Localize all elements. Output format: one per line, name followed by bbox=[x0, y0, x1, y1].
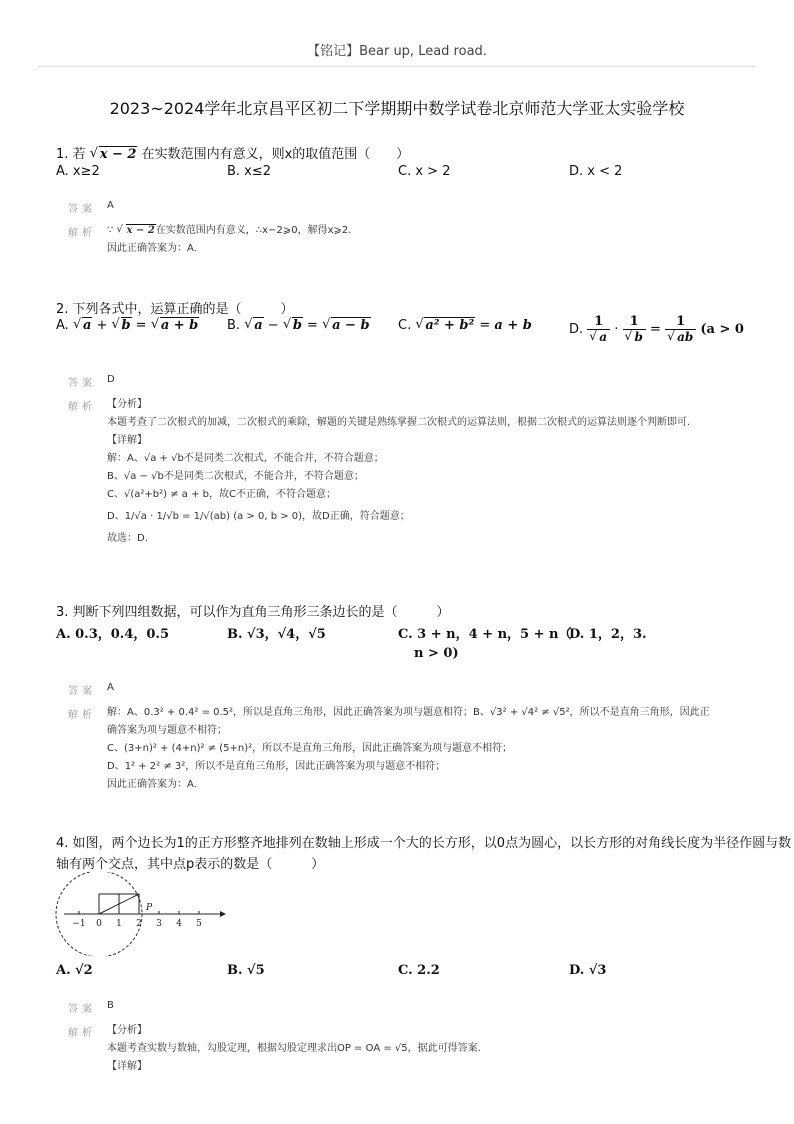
q4-stem-line2: 轴有两个交点，其中点p表示的数是（ ） bbox=[56, 857, 325, 872]
q2-b-rad3: √ a − b bbox=[322, 318, 370, 333]
q2-exp-line: 解：A、√a + √b不是同类二次根式，不能合并，不符合题意； bbox=[107, 453, 384, 464]
q4-option-a[interactable]: A. √2 bbox=[56, 963, 93, 978]
q3-answer-value: A bbox=[107, 682, 114, 693]
q4-figure-axis-arrow bbox=[220, 911, 226, 917]
q2-option-a-letter: A. bbox=[56, 318, 69, 333]
q1-answer-label: 答案 bbox=[68, 204, 96, 215]
q1-exp-radical bbox=[117, 222, 156, 240]
q4-figure-tick-label: 0 bbox=[96, 919, 102, 929]
q4-answer-value: B bbox=[107, 1000, 114, 1011]
q4-figure-tick-label: −1 bbox=[72, 919, 86, 929]
q3-option-c-line2: n > 0) bbox=[414, 646, 459, 661]
q4-option-b[interactable]: B. √5 bbox=[227, 963, 265, 978]
q3-option-d[interactable]: D. 1，2，3. bbox=[569, 627, 647, 642]
q2-answer-value: D bbox=[107, 374, 115, 385]
q1-answer-value: A bbox=[107, 200, 114, 211]
q2-option-b-letter: B. bbox=[227, 318, 241, 333]
q4-figure-tick-label: 3 bbox=[156, 919, 162, 929]
q2-exp-line: 故选：D. bbox=[107, 533, 148, 544]
q2-option-d[interactable]: D. 1 √ a · 1 √ b = 1 √ ab (a > 0 bbox=[569, 314, 744, 345]
q3-option-b[interactable]: B. √3，√4，√5 bbox=[227, 627, 326, 642]
q4-analysis-label: 解析 bbox=[68, 1028, 96, 1039]
q2-d-frac1: 1 √ a bbox=[587, 314, 610, 345]
q3-exp-line: C、(3+n)² + (4+n)² ≠ (5+n)²，所以不是直角三角形，因此正确答案为项与题意不相符； bbox=[107, 743, 513, 754]
q1-stem bbox=[56, 143, 409, 162]
q2-option-a[interactable]: A. √ a + √ b = √ a + b bbox=[56, 318, 199, 333]
q2-d-frac2: 1 √ b bbox=[623, 314, 646, 345]
q2-option-d-letter: D. bbox=[569, 322, 584, 337]
q1-option-a[interactable]: A. x≥2 bbox=[56, 164, 100, 179]
q1-exp-line-1 bbox=[107, 222, 737, 240]
q4-exp-line: 【分析】 bbox=[107, 1025, 147, 1036]
q4-exp-line: 本题考查实数与数轴，勾股定理，根据勾股定理求出OP = OA = √5，据此可得答案. bbox=[107, 1043, 481, 1054]
q3-answer-label: 答案 bbox=[68, 686, 96, 697]
q1-exp-line-2: 因此正确答案为：A. bbox=[107, 243, 197, 254]
q2-d-condition: (a > 0 bbox=[700, 322, 744, 337]
q4-figure-tick-label: 1 bbox=[116, 919, 122, 929]
q1-stem-radicand: x − 2 bbox=[99, 147, 137, 162]
q2-c-rad1: √ a² + b² bbox=[415, 318, 475, 333]
q4-exp-line: 【详解】 bbox=[107, 1061, 147, 1072]
q2-answer-label: 答案 bbox=[68, 378, 96, 389]
q2-option-b[interactable]: B. √ a − √ b = √ a − b bbox=[227, 318, 371, 333]
q4-explanation bbox=[107, 1022, 737, 1076]
q2-exp-line: C、√(a²+b²) ≠ a + b，故C不正确，不符合题意； bbox=[107, 489, 336, 500]
q2-d-frac3: 1 √ ab bbox=[665, 314, 696, 345]
q1-stem-radical bbox=[90, 147, 138, 162]
q2-a-rad3: √ a + b bbox=[151, 318, 199, 333]
q1-option-b[interactable]: B. x≤2 bbox=[227, 164, 272, 179]
q1-option-d[interactable]: D. x < 2 bbox=[569, 164, 623, 179]
q3-exp-line: D、1² + 2² ≠ 3²，所以不是直角三角形，因此正确答案为项与题意不相符； bbox=[107, 761, 446, 772]
q4-stem-line1: 4. 如图，两个边长为1的正方形整齐地排列在数轴上形成一个大的长方形，以0点为圆心，以长方形的对角线长度为半径作圆与数 bbox=[56, 836, 792, 851]
q2-option-c[interactable]: C. √ a² + b² = a + b bbox=[398, 318, 532, 333]
q4-figure-tick-label: 5 bbox=[196, 919, 202, 929]
page-title: 2023~2024学年北京昌平区初二下学期期中数学试卷北京师范大学亚太实验学校 bbox=[109, 99, 685, 118]
q2-exp-line: 【详解】 bbox=[107, 435, 147, 446]
q1-stem-prefix: 1. 若 bbox=[56, 147, 86, 162]
q3-option-a[interactable]: A. 0.3，0.4，0.5 bbox=[56, 627, 169, 642]
q2-stem: 2. 下列各式中，运算正确的是（ ） bbox=[56, 302, 294, 317]
q2-exp-line: 【分析】 bbox=[107, 399, 147, 410]
q4-figure bbox=[52, 872, 227, 956]
q3-exp-line: 确答案为项与题意不相符； bbox=[107, 725, 227, 736]
q2-exp-line: 本题考查了二次根式的加减，二次根式的乘除，解题的关键是熟练掌握二次根式的运算法则，根据二次根式的运算法则逐个判断即可. bbox=[107, 417, 691, 428]
q4-figure-tick-label: 2 bbox=[136, 919, 142, 929]
q4-figure-tick-label: 4 bbox=[176, 919, 182, 929]
q2-a-rad1: √ a bbox=[73, 318, 92, 333]
q3-option-c[interactable] bbox=[398, 623, 572, 661]
q2-exp-line: B、√a − √b不是同类二次根式，不能合并，不符合题意； bbox=[107, 471, 364, 482]
q3-exp-line: 因此正确答案为：A. bbox=[107, 779, 197, 790]
q4-option-d[interactable]: D. √3 bbox=[569, 963, 607, 978]
q1-analysis-label: 解析 bbox=[68, 228, 96, 239]
q2-option-c-letter: C. bbox=[398, 318, 412, 333]
q1-option-c[interactable]: C. x > 2 bbox=[398, 164, 451, 179]
q3-explanation bbox=[107, 704, 747, 794]
q3-exp-line: 解：A、0.3² + 0.4² = 0.5²，所以是直角三角形，因此正确答案为项与题意相符；B、√3² + √4² ≠ √5²，所以不是直角三角形，因此正 bbox=[107, 707, 710, 718]
header-motto: 【铭记】Bear up, Lead road. bbox=[307, 44, 487, 59]
q3-option-c-line1: C. 3 + n，4 + n，5 + n（ bbox=[398, 627, 572, 642]
q2-analysis-label: 解析 bbox=[68, 402, 96, 413]
q1-explanation bbox=[107, 222, 737, 258]
q2-b-rad2: √ b bbox=[283, 318, 303, 333]
q4-answer-label: 答案 bbox=[68, 1004, 96, 1015]
q2-explanation bbox=[107, 396, 737, 548]
q4-option-c[interactable]: C. 2.2 bbox=[398, 963, 440, 978]
q4-figure-point-label: P bbox=[145, 903, 153, 913]
q1-exp-radicand: x − 2 bbox=[126, 225, 155, 236]
q1-exp-suffix: 在实数范围内有意义，∴x−2⩾0，解得x⩾2. bbox=[155, 225, 352, 236]
q3-analysis-label: 解析 bbox=[68, 710, 96, 721]
q1-stem-suffix: 在实数范围内有意义，则x的取值范围（ ） bbox=[141, 147, 410, 162]
q3-stem: 3. 判断下列四组数据，可以作为直角三角形三条边长的是（ ） bbox=[56, 605, 450, 620]
header-divider bbox=[38, 66, 756, 67]
q2-b-rad1: √ a bbox=[244, 318, 263, 333]
q2-a-rad2: √ b bbox=[112, 318, 132, 333]
q1-exp-prefix: ∵ bbox=[107, 225, 117, 236]
q2-exp-line: D、1/√a · 1/√b = 1/√(ab) (a > 0, b > 0)，故D正确，符合题意； bbox=[107, 511, 410, 522]
